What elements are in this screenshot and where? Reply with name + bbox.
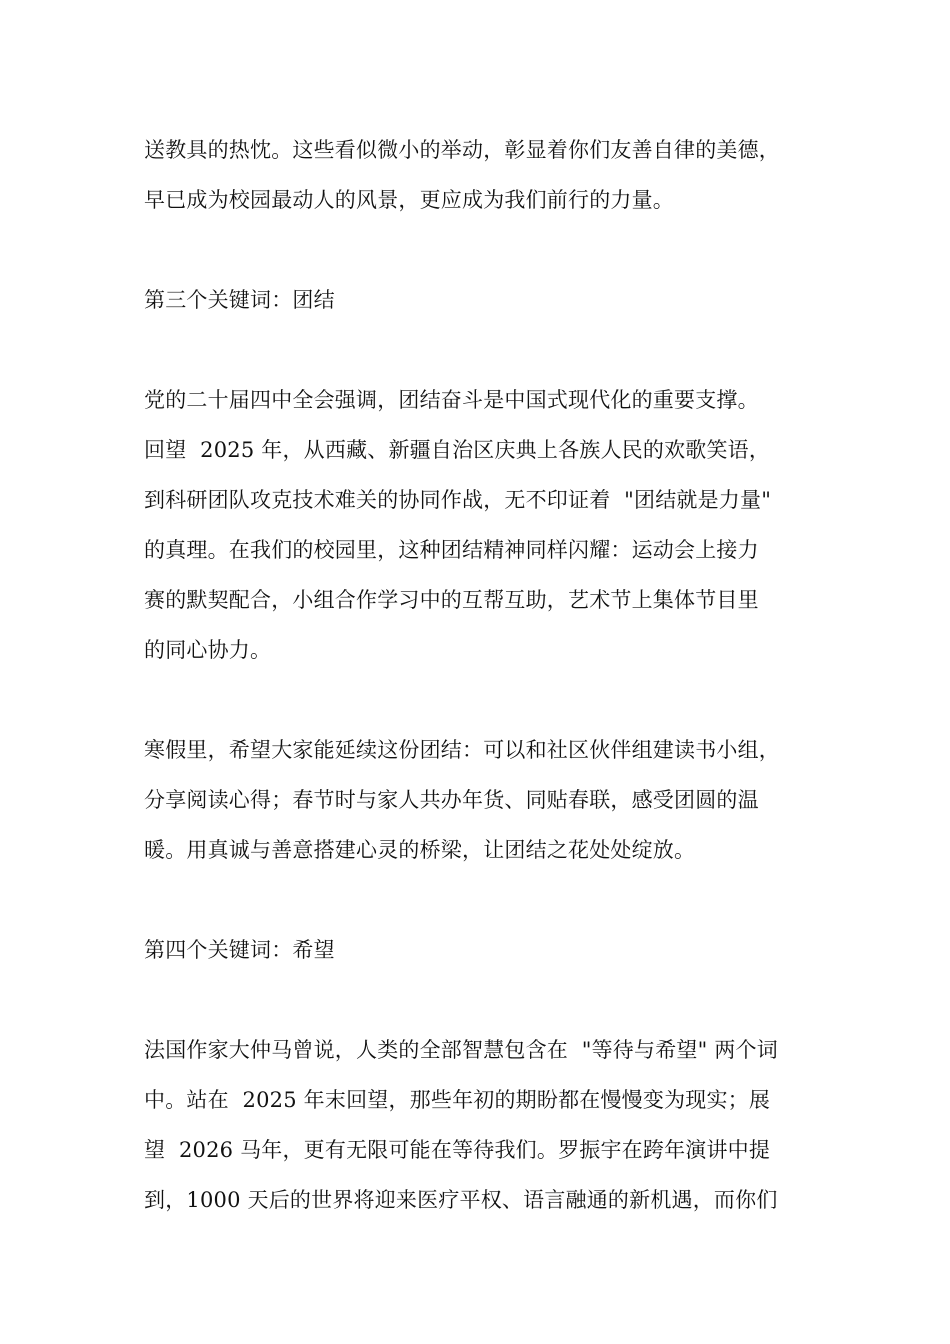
paragraph-4-line-4: 到，1000 天后的世界将迎来医疗平权、语言融通的新机遇，而你们 <box>144 1188 778 1212</box>
heading-keyword-4: 第四个关键词：希望 <box>144 938 335 962</box>
paragraph-3-line-3: 暖。用真诚与善意搭建心灵的桥梁，让团结之花处处绽放。 <box>144 838 696 862</box>
heading-keyword-3: 第三个关键词：团结 <box>144 288 335 312</box>
paragraph-3-line-2: 分享阅读心得；春节时与家人共办年货、同贴春联，感受团圆的温 <box>144 788 759 812</box>
paragraph-4-line-3: 望 2026 马年，更有无限可能在等待我们。罗振宇在跨年演讲中提 <box>144 1138 771 1162</box>
paragraph-2-line-4: 的真理。在我们的校园里，这种团结精神同样闪耀：运动会上接力 <box>144 538 759 562</box>
paragraph-2-line-1: 党的二十届四中全会强调，团结奋斗是中国式现代化的重要支撑。 <box>144 388 759 412</box>
paragraph-4-line-2: 中。站在 2025 年末回望，那些年初的期盼都在慢慢变为现实；展 <box>144 1088 771 1112</box>
paragraph-4-line-1: 法国作家大仲马曾说，人类的全部智慧包含在 "等待与希望" 两个词 <box>144 1038 778 1062</box>
paragraph-2-line-6: 的同心协力。 <box>144 638 272 662</box>
paragraph-1-line-1: 送教具的热忱。这些看似微小的举动，彰显着你们友善自律的美德， <box>144 138 780 162</box>
paragraph-2-line-3: 到科研团队攻克技术难关的协同作战，无不印证着 "团结就是力量" <box>144 488 772 512</box>
paragraph-2-line-5: 赛的默契配合，小组合作学习中的互帮互助，艺术节上集体节目里 <box>144 588 759 612</box>
paragraph-3-line-1: 寒假里，希望大家能延续这份团结：可以和社区伙伴组建读书小组， <box>144 738 780 762</box>
paragraph-1-line-2: 早已成为校园最动人的风景，更应成为我们前行的力量。 <box>144 188 674 212</box>
paragraph-2-line-2: 回望 2025 年，从西藏、新疆自治区庆典上各族人民的欢歌笑语， <box>144 438 771 462</box>
